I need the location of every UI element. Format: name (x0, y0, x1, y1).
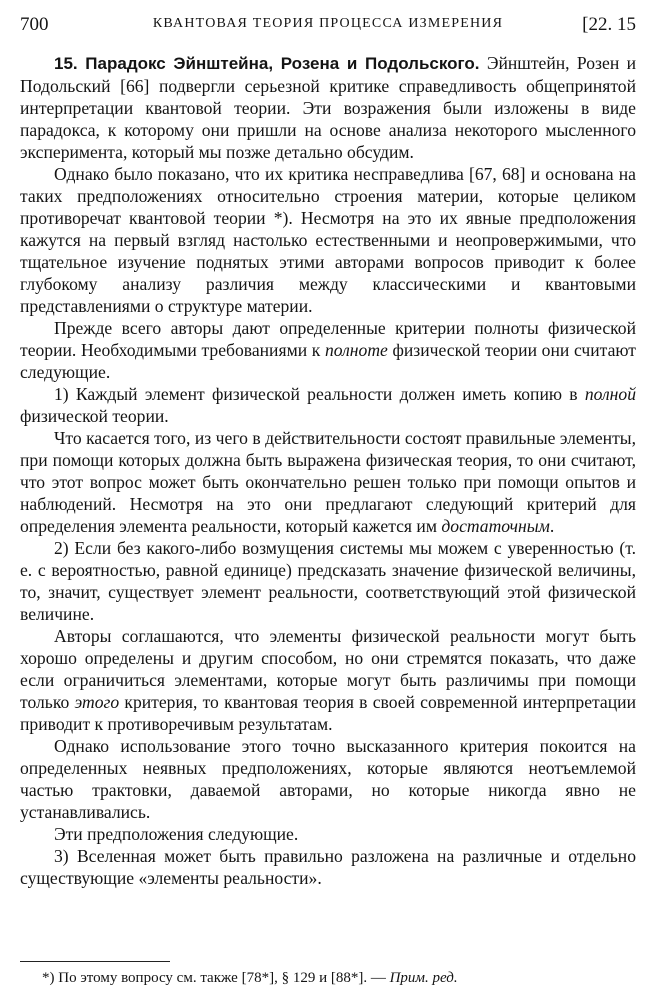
paragraph: Однако было показано, что их критика несправедлива [67, 68] и основана на таких предположениях относительно строения материи, которые целиком противоречат квантовой теории *). Несмотря на это их явные предположения кажутся на первый взгляд настолько естественными и неопровержимыми, что тщательное изучение поднятых этими авторами вопросов приводит к более глубокому анализу различия между классическими и квантовыми представлениями о структуре материи. (20, 164, 636, 316)
section-reference: [22. 15 (582, 14, 636, 35)
paragraph: 3) Вселенная может быть правильно разложена на различные и отдельно существующие «элементы реальности». (20, 846, 636, 888)
paragraph: Эти предположения следующие. (54, 824, 299, 844)
running-title: КВАНТОВАЯ ТЕОРИЯ ПРОЦЕССА ИЗМЕРЕНИЯ (152, 16, 504, 31)
paragraph: 2) Если без какого-либо возмущения системы мы можем с уверенностью (т. е. с вероятностью, равной единице) предсказать значение физической величины, то, значит, существует элемент реальности, соответствующий этой физической величине. (20, 538, 636, 624)
paragraph: 15. Парадокс Эйнштейна, Розена и Подольского. Эйнштейн, Розен и Подольский [66] подвергли серьезной критике справедливость общепринятой интерпретации квантовой теории. Эти возражения были изложены в виде парадокса, к которому они пришли на основе анализа некоторого мысленного эксперимента, который мы позже детально обсудим. (20, 53, 637, 162)
page-body (20, 52, 636, 889)
footnote-divider (20, 961, 170, 962)
section-heading: 15. Парадокс Эйнштейна, Розена и Подольского. (54, 54, 480, 73)
paragraph: Прежде всего авторы дают определенные критерии полноты физической теории. Необходимыми требованиями к полноте физической теории они считают следующие. (20, 318, 636, 382)
paragraph: Однако использование этого точно высказанного критерия покоится на определенных неявных предположениях, которые являются неотъемлемой частью трактовки, даваемой авторами, но которые никогда явно не устанавливались. (20, 736, 636, 822)
paragraph: Авторы соглашаются, что элементы физической реальности могут быть хорошо определены и другим способом, но они стремятся показать, что даже если ограничиться элементами, которые могут быть различимы при помощи только этого критерия, то квантовая теория в своей современной интерпретации приводит к противоречивым результатам. (20, 626, 636, 734)
running-header (20, 8, 636, 36)
book-page (20, 8, 636, 889)
paragraph: Что касается того, из чего в действительности состоят правильные элементы, при помощи которых должна быть выражена физическая теория, то они считают, что этот вопрос может быть окончательно решен только при помощи опытов и наблюдений. Несмотря на это они предлагают следующий критерий для определения элемента реальности, который кажется им достаточным. (20, 428, 636, 536)
footnote: *) По этому вопросу см. также [78*], § 129 и [88*]. — Прим. ред. (42, 970, 458, 986)
page-number: 700 (20, 14, 49, 35)
paragraph: 1) Каждый элемент физической реальности должен иметь копию в полной физической теории. (20, 384, 636, 426)
